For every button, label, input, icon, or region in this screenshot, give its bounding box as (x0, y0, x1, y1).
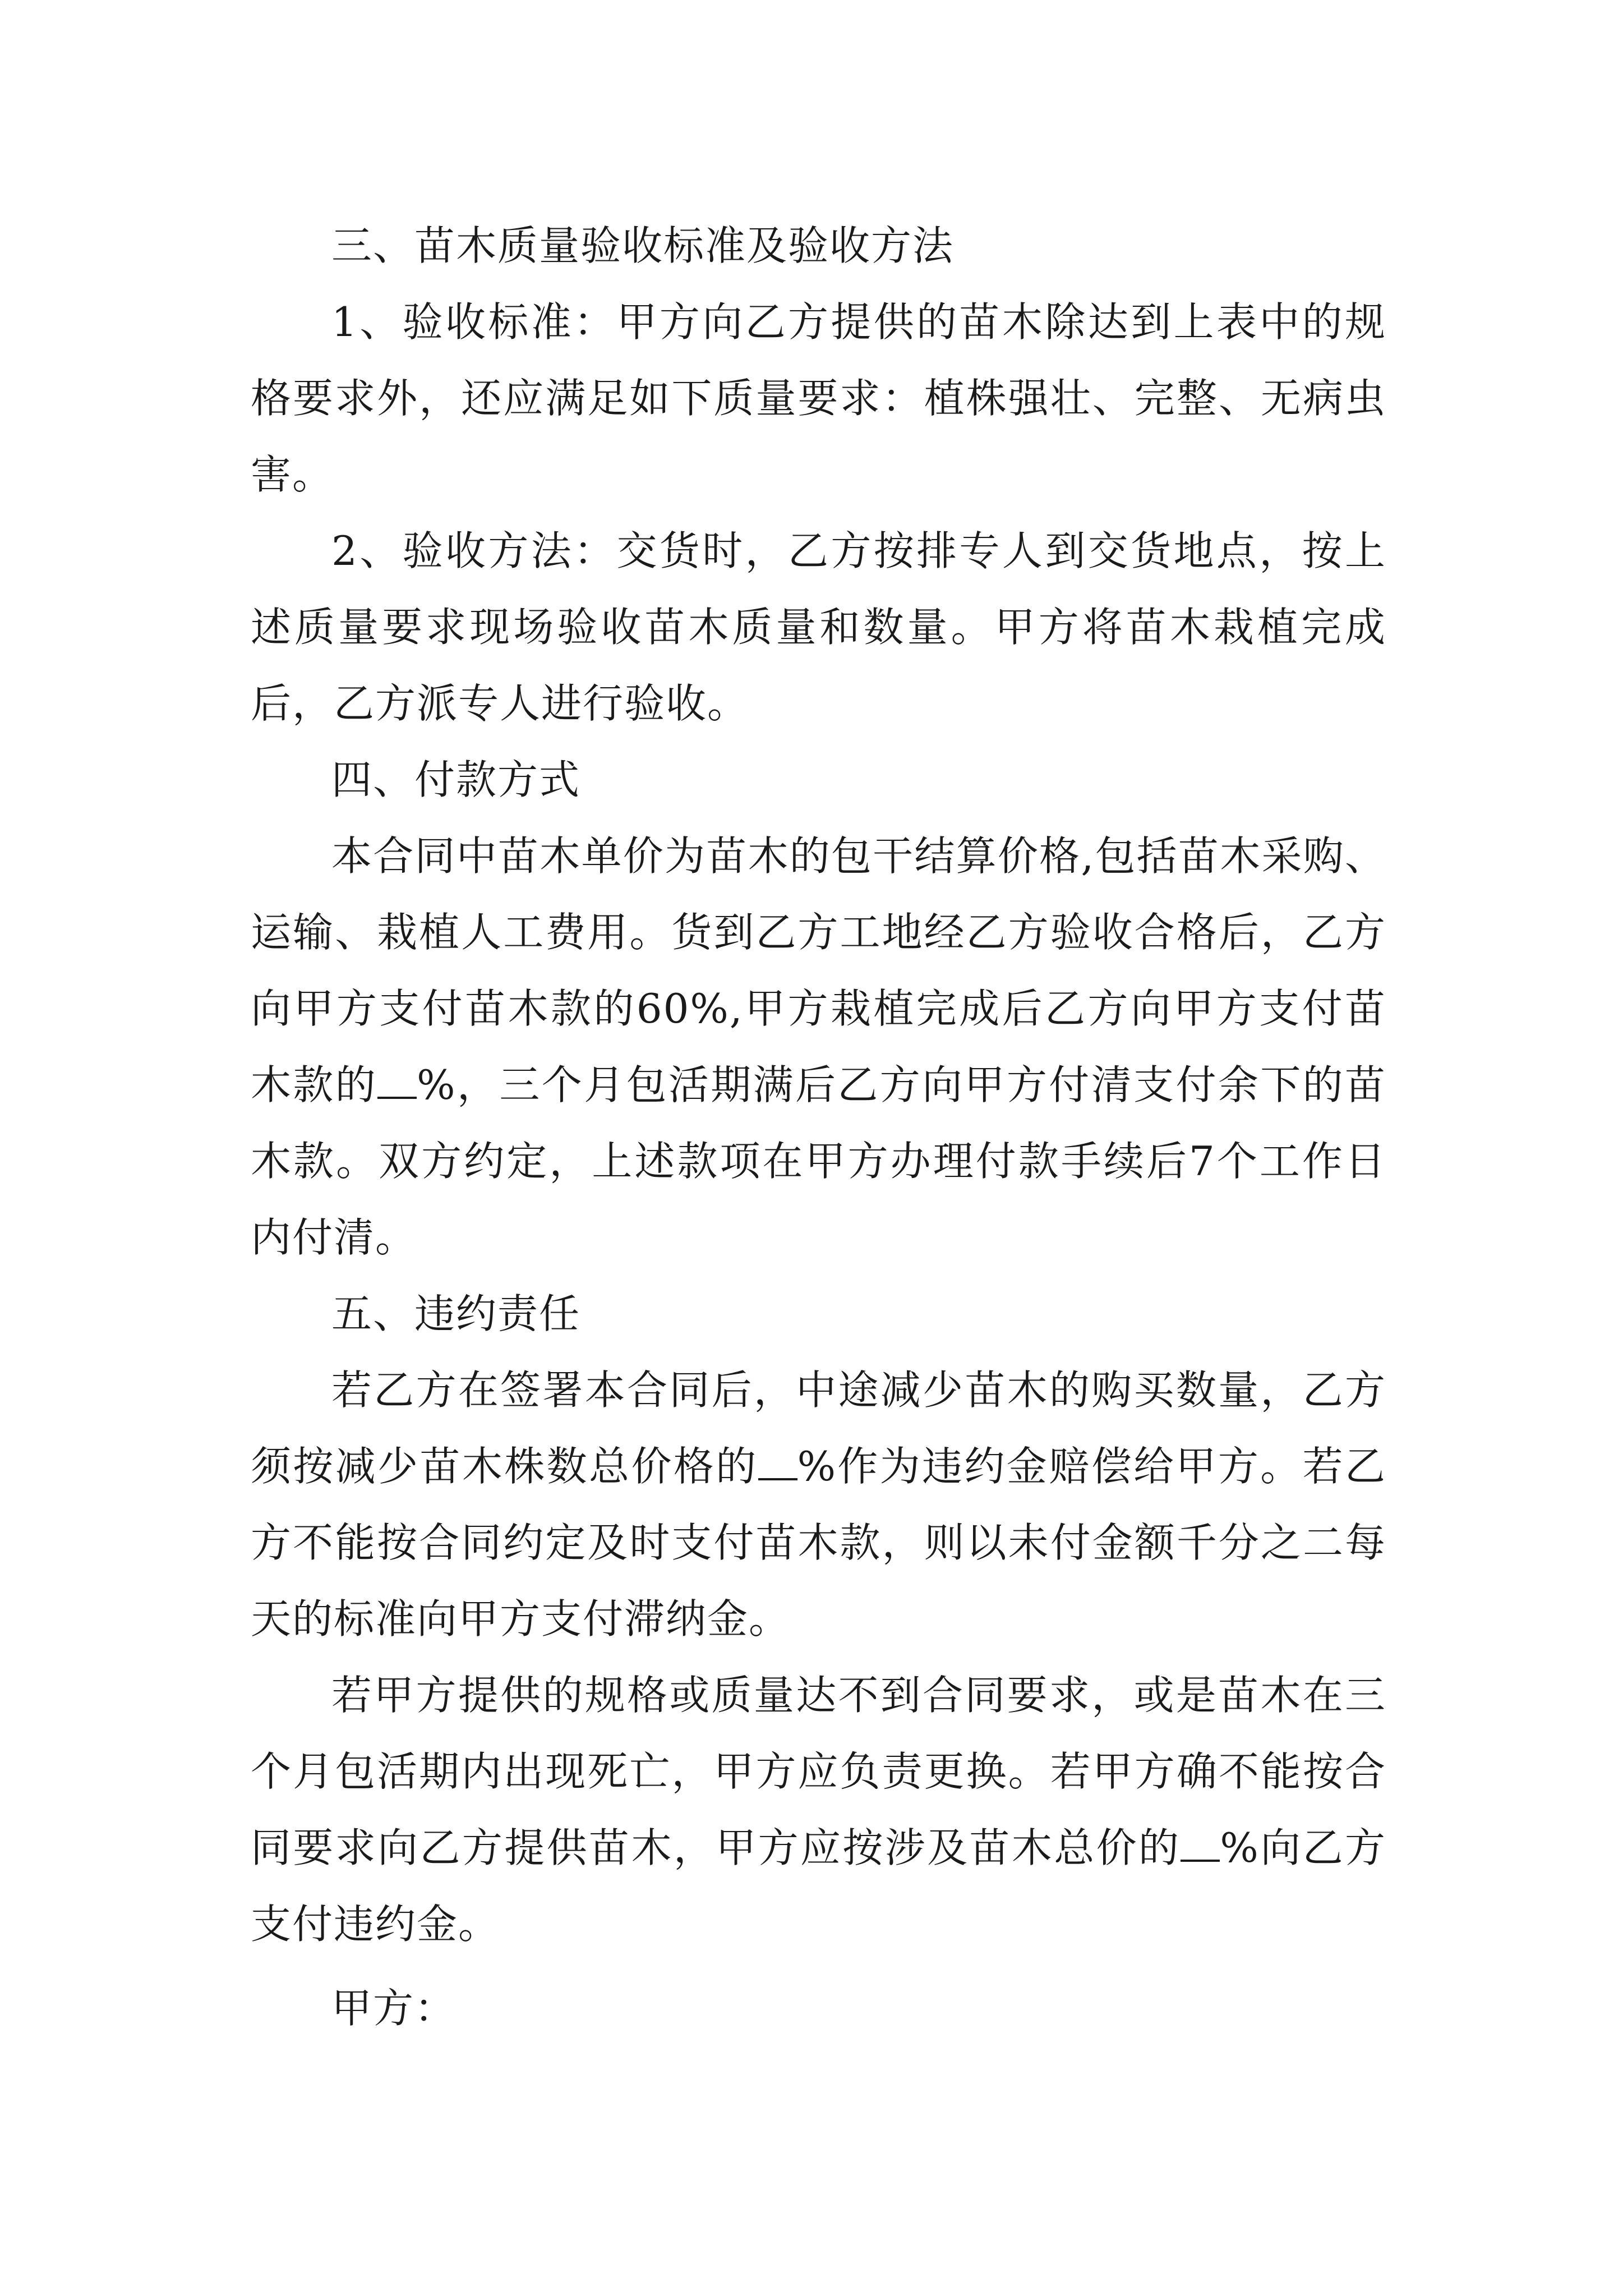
section-3-item-2: 2、验收方法：交货时，乙方按排专人到交货地点，按上述质量要求现场验收苗木质量和数量。甲方将苗木栽植完成后，乙方派专人进行验收。 (251, 527, 1386, 727)
blank-field-underline (377, 1065, 417, 1099)
section-4-text-before-blank: 本合同中苗木单价为苗木的包干结算价格,包括苗木采购、运输、栽植人工费用。货到乙方工地经乙方验收合格后，乙方向甲方支付苗木款的60%,甲方栽植完成后乙方向甲方支付苗木款的 (251, 832, 1386, 1108)
section-5-heading: 五、违约责任 (331, 1290, 581, 1337)
blank-field-underline (1181, 1828, 1220, 1862)
party-a-signature-label: 甲方： (331, 1985, 457, 2032)
section-5-paragraph-1 (251, 1352, 1386, 1657)
document-body (251, 208, 1386, 2046)
section-3-heading: 三、苗木质量验收标准及验收方法 (331, 222, 955, 269)
section-5-p2-text-after-blank: %向乙方支付违约金。 (251, 1824, 1386, 1948)
section-4-paragraph (251, 818, 1386, 1276)
section-5-p1-text-after-blank: %作为违约金赔偿给甲方。若乙方不能按合同约定及时支付苗木款，则以未付金额千分之二每天的标准向甲方支付滞纳金。 (251, 1443, 1386, 1642)
section-5-paragraph-2 (251, 1657, 1386, 1962)
section-5-p2-text-before-blank: 若甲方提供的规格或质量达不到合同要求，或是苗木在三个月包活期内出现死亡，甲方应负责更换。若甲方确不能按合同要求向乙方提供苗木，甲方应按涉及苗木总价的 (251, 1672, 1386, 1871)
section-4-text-after-blank: %，三个月包活期满后乙方向甲方付清支付余下的苗木款。双方约定，上述款项在甲方办理付款手续后7个工作日内付清。 (251, 1061, 1386, 1261)
blank-field-underline (758, 1447, 797, 1480)
section-4-heading: 四、付款方式 (331, 756, 581, 803)
section-5-p1-text-before-blank: 若乙方在签署本合同后，中途减少苗木的购买数量，乙方须按减少苗木株数总价格的 (251, 1366, 1386, 1490)
section-3-item-1: 1、验收标准：甲方向乙方提供的苗木除达到上表中的规格要求外，还应满足如下质量要求：植株强壮、完整、无病虫害。 (251, 298, 1386, 498)
